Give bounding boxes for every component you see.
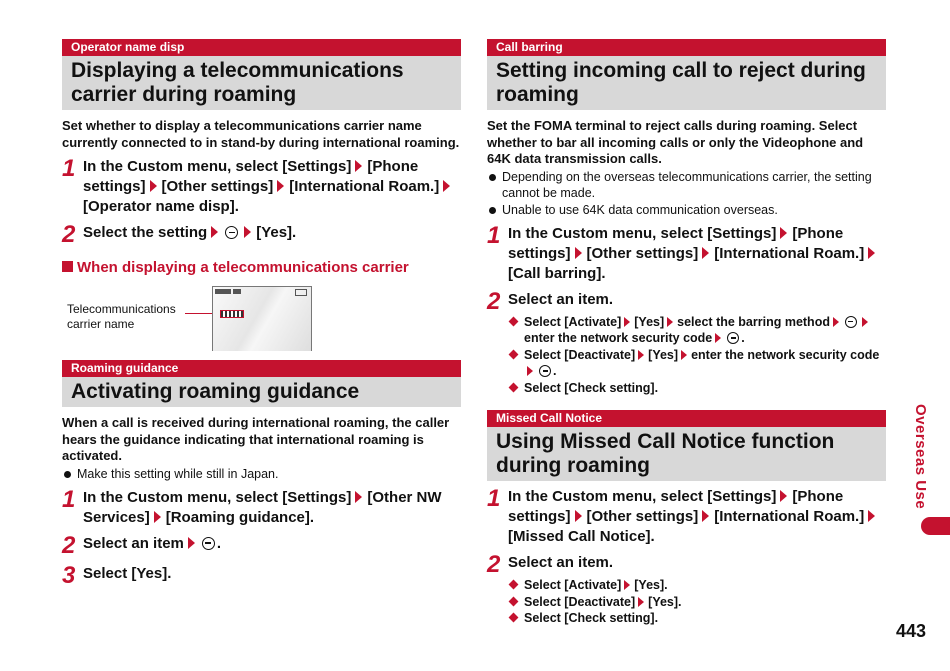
step-number: 3 xyxy=(62,561,76,589)
arrow-right-icon xyxy=(575,247,582,259)
section-title: Displaying a telecommunications carrier during roaming xyxy=(62,56,461,110)
section-intro: Set whether to display a telecommunications carrier name currently connected to in stand-by during international roaming. xyxy=(62,118,460,150)
step-1 xyxy=(487,221,886,284)
center-key-icon xyxy=(727,332,739,344)
chapter-label: Overseas Use xyxy=(912,404,929,510)
round-bullet-icon xyxy=(489,174,496,181)
step-number: 1 xyxy=(487,485,501,512)
note-bullet: Make this setting while still in Japan. xyxy=(62,466,461,482)
section-title: Using Missed Call Notice function during roaming xyxy=(487,427,886,481)
step-text: In the Custom menu, select [Settings] [Phone settings] [Other settings] [International Roam.][Operator name disp]. xyxy=(83,157,461,217)
step-number: 2 xyxy=(62,221,76,248)
step-text: Select the setting [Yes]. xyxy=(83,224,297,241)
arrow-right-icon xyxy=(355,491,362,503)
note-bullet: Unable to use 64K data communication overseas. xyxy=(487,202,886,218)
step-text: In the Custom menu, select [Settings] [Phone settings] [Other settings] [International Roam.][Call barring]. xyxy=(508,224,886,284)
arrow-right-icon xyxy=(667,317,673,327)
square-bullet-icon xyxy=(62,261,73,272)
step-text: Select [Yes]. xyxy=(83,564,172,582)
arrow-right-icon xyxy=(188,537,195,549)
arrow-right-icon xyxy=(780,490,787,502)
arrow-right-icon xyxy=(862,317,868,327)
center-key-icon xyxy=(225,226,238,239)
section-tag: Operator name disp xyxy=(62,39,461,56)
step-2 xyxy=(487,287,886,315)
step-2 xyxy=(487,553,886,577)
section-tag: Missed Call Notice xyxy=(487,410,886,427)
page-number: 443 xyxy=(896,621,927,641)
chapter-tab-marker xyxy=(921,517,950,535)
diamond-bullet-icon xyxy=(509,580,519,590)
section-tag: Call barring xyxy=(487,39,886,56)
section-title: Setting incoming call to reject during roaming xyxy=(487,56,886,110)
arrow-right-icon xyxy=(868,510,875,522)
step-number: 2 xyxy=(487,287,501,315)
sub-item: Select [Check setting]. xyxy=(508,610,886,627)
round-bullet-icon xyxy=(489,207,496,214)
arrow-right-icon xyxy=(211,226,218,238)
right-column xyxy=(487,39,886,627)
arrow-right-icon xyxy=(575,510,582,522)
arrow-right-icon xyxy=(244,226,251,238)
arrow-right-icon xyxy=(355,160,362,172)
step-number: 1 xyxy=(62,155,76,182)
carrier-name-indicator xyxy=(220,310,244,318)
phone-screen-image xyxy=(212,286,312,351)
arrow-right-icon xyxy=(624,317,630,327)
center-key-icon xyxy=(202,537,215,550)
step-text: In the Custom menu, select [Settings] [Other NW Services] [Roaming guidance]. xyxy=(83,488,442,526)
sub-item: Select [Activate] [Yes] select the barring methodenter the network security code . xyxy=(508,314,886,347)
subheading: When displaying a telecommunications carrier xyxy=(62,259,461,276)
arrow-right-icon xyxy=(681,350,687,360)
diamond-bullet-icon xyxy=(509,316,519,326)
step-number: 1 xyxy=(62,485,76,513)
chapter-side-tab xyxy=(912,404,938,512)
missed-call-notice-section xyxy=(487,410,886,627)
section-intro: When a call is received during international roaming, the caller hears the guidance indicating that international roaming is activated. xyxy=(62,415,450,463)
arrow-right-icon xyxy=(715,333,721,343)
section-title: Activating roaming guidance xyxy=(62,377,461,407)
step-text: In the Custom menu, select [Settings] [Phone settings] [Other settings] [International Roam.][Missed Call Notice]. xyxy=(508,487,886,547)
step-2 xyxy=(62,531,461,559)
step-number: 2 xyxy=(487,551,501,578)
diamond-bullet-icon xyxy=(509,596,519,606)
step-1 xyxy=(62,485,461,528)
step-text: Select an item . xyxy=(83,534,222,552)
arrow-right-icon xyxy=(638,597,644,607)
arrow-right-icon xyxy=(154,511,161,523)
section-tag: Roaming guidance xyxy=(62,360,461,377)
step-text: Select an item. xyxy=(508,554,614,571)
arrow-right-icon xyxy=(833,317,839,327)
arrow-right-icon xyxy=(702,510,709,522)
arrow-right-icon xyxy=(702,247,709,259)
call-barring-section xyxy=(487,39,886,396)
arrow-right-icon xyxy=(277,180,284,192)
arrow-right-icon xyxy=(150,180,157,192)
arrow-right-icon xyxy=(443,180,450,192)
arrow-right-icon xyxy=(780,227,787,239)
step-1 xyxy=(62,157,461,217)
note-bullet: Depending on the overseas telecommunications carrier, the setting cannot be made. xyxy=(487,169,886,201)
arrow-right-icon xyxy=(638,350,644,360)
sub-item: Select [Activate] [Yes]. xyxy=(508,577,886,594)
screen-illustration xyxy=(62,286,461,352)
center-key-icon xyxy=(845,316,857,328)
arrow-right-icon xyxy=(624,580,630,590)
step-2 xyxy=(62,223,461,247)
operator-section xyxy=(62,39,461,352)
diamond-bullet-icon xyxy=(509,382,519,392)
step-number: 1 xyxy=(487,221,501,249)
center-key-icon xyxy=(539,365,551,377)
diamond-bullet-icon xyxy=(509,349,519,359)
step-text: Select an item. xyxy=(508,290,614,308)
round-bullet-icon xyxy=(64,471,71,478)
arrow-right-icon xyxy=(527,366,533,376)
sub-item: Select [Check setting]. xyxy=(508,380,886,397)
sub-item: Select [Deactivate] [Yes]. xyxy=(508,594,886,611)
step-number: 2 xyxy=(62,531,76,559)
sub-item: Select [Deactivate] [Yes] enter the network security code. xyxy=(508,347,886,380)
section-intro: Set the FOMA terminal to reject calls during roaming. Select whether to bar all incoming calls or only the Videophone and 64K data transmission calls. xyxy=(487,118,864,166)
arrow-right-icon xyxy=(868,247,875,259)
left-column xyxy=(62,39,461,588)
step-3 xyxy=(62,561,461,589)
diamond-bullet-icon xyxy=(509,613,519,623)
illustration-label: Telecommunications carrier name xyxy=(67,302,176,331)
step-1 xyxy=(487,487,886,547)
callout-line xyxy=(185,313,215,314)
roaming-guidance-section xyxy=(62,360,461,588)
